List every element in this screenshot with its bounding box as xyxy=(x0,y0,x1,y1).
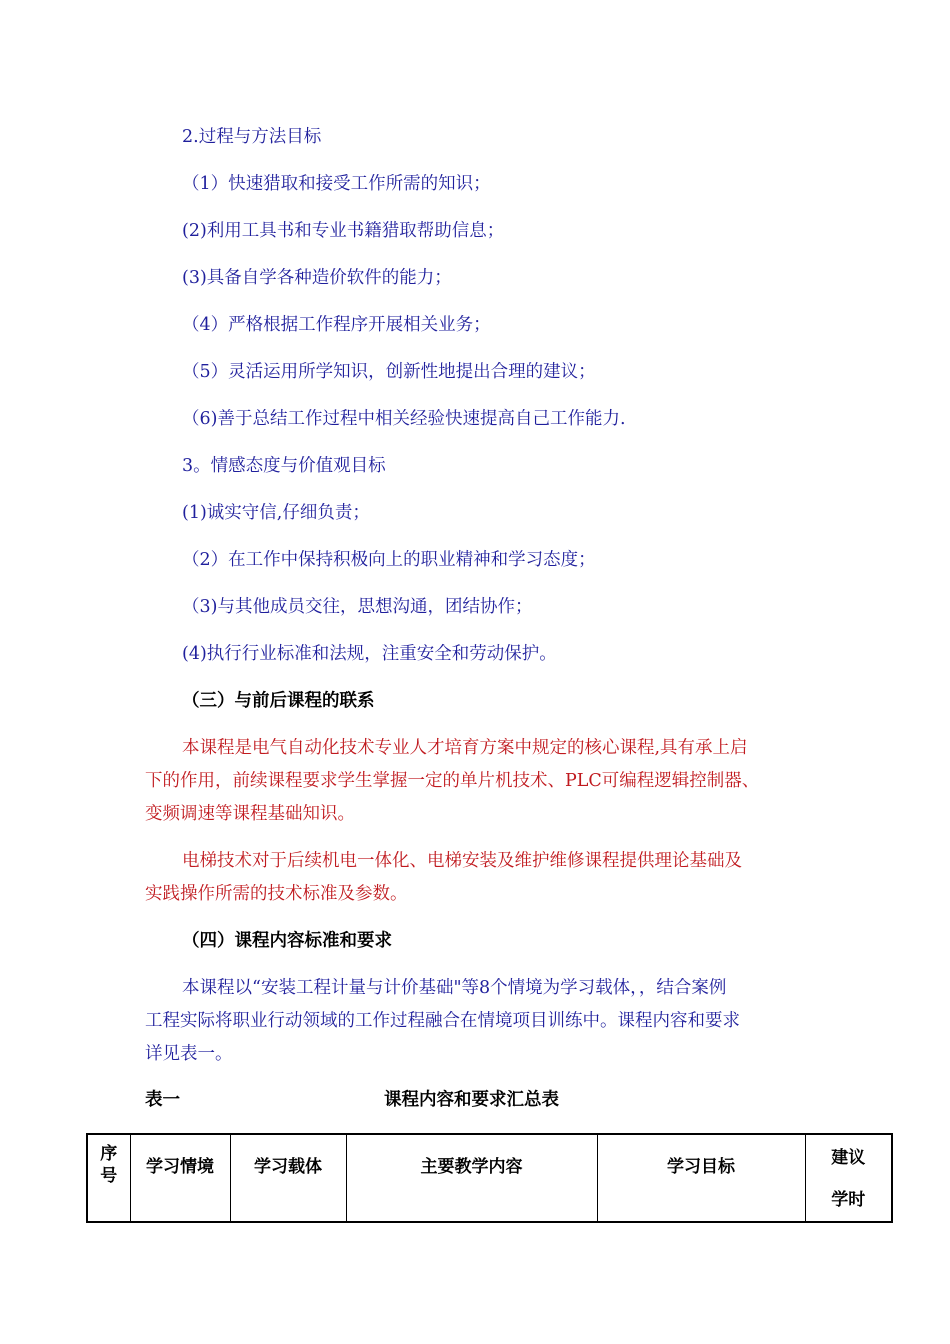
header-cell-index: 序号 xyxy=(87,1134,130,1222)
header-cell-carrier: 学习载体 xyxy=(230,1134,346,1222)
paragraph-line: 本课程以“安装工程计量与计价基础"等8个情境为学习载体，，结合案例 xyxy=(182,978,727,998)
list-item: (4)执行行业标准和法规，注重安全和劳动保护。 xyxy=(182,644,557,664)
header-cell-learning-goals: 学习目标 xyxy=(597,1134,805,1222)
list-item: (2)利用工具书和专业书籍猎取帮助信息； xyxy=(182,221,505,241)
header-cell-suggested-hours: 建议学时 xyxy=(805,1134,892,1222)
table-caption-label: 表一 xyxy=(145,1090,180,1110)
paragraph-line: 详见表一。 xyxy=(145,1044,233,1064)
list-item: （3)与其他成员交往，思想沟通，团结协作； xyxy=(182,597,533,617)
paragraph-line: 电梯技术对于后续机电一体化、电梯安装及维护维修课程提供理论基础及 xyxy=(182,851,742,871)
paragraph-line: 本课程是电气自动化技术专业人才培育方案中规定的核心课程,具有承上启 xyxy=(182,738,748,758)
header-cell-main-content: 主要教学内容 xyxy=(346,1134,597,1222)
table-caption-title: 课程内容和要求汇总表 xyxy=(384,1090,559,1110)
list-item: （4）严格根据工作程序开展相关业务； xyxy=(182,315,491,335)
paragraph-line: 实践操作所需的技术标准及参数。 xyxy=(145,884,408,904)
section-heading-course-relations: （三）与前后课程的联系 xyxy=(182,691,375,711)
course-summary-table xyxy=(86,1133,893,1223)
paragraph-line: 工程实际将职业行动领域的工作过程融合在情境项目训练中。课程内容和要求 xyxy=(145,1011,740,1031)
list-item: （1）快速猎取和接受工作所需的知识； xyxy=(182,174,491,194)
list-item: （5）灵活运用所学知识，创新性地提出合理的建议； xyxy=(182,362,596,382)
list-item: （2）在工作中保持积极向上的职业精神和学习态度； xyxy=(182,550,596,570)
section-heading-content-standards: （四）课程内容标准和要求 xyxy=(182,931,392,951)
table-header-row xyxy=(87,1134,892,1222)
paragraph-line: 下的作用，前续课程要求学生掌握一定的单片机技术、PLC可编程逻辑控制器、 xyxy=(145,771,760,791)
list-item: (1)诚实守信,仔细负责； xyxy=(182,503,370,523)
list-item: （6)善于总结工作过程中相关经验快速提高自己工作能力. xyxy=(182,409,626,429)
header-cell-scenario: 学习情境 xyxy=(130,1134,230,1222)
paragraph-line: 变频调速等课程基础知识。 xyxy=(145,804,355,824)
list-item: (3)具备自学各种造价软件的能力； xyxy=(182,268,452,288)
heading-attitude-values-goals: 3。情感态度与价值观目标 xyxy=(182,456,386,476)
heading-process-method-goals: 2.过程与方法目标 xyxy=(182,127,322,147)
